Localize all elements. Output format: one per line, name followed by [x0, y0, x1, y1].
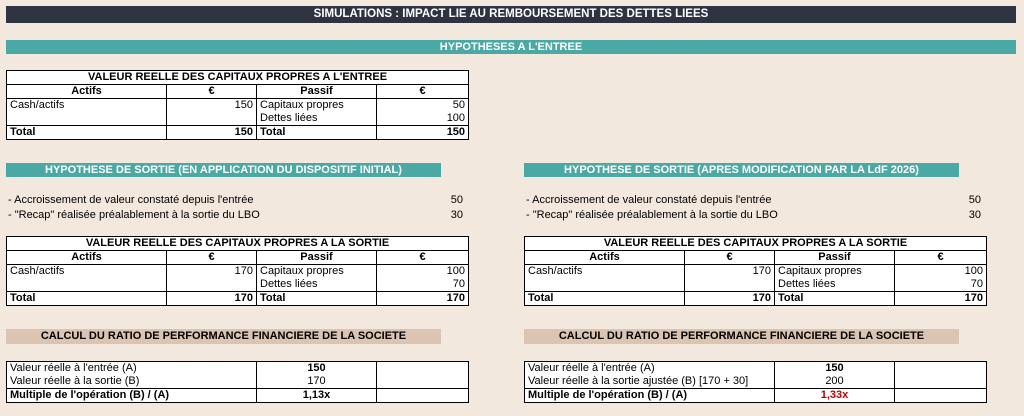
cell: Dettes liées: [257, 278, 377, 292]
cell: [525, 278, 685, 292]
ratio-value: 170: [257, 375, 377, 389]
cell: 70: [895, 278, 987, 292]
cell: [7, 112, 167, 126]
table-row: [525, 278, 987, 292]
table-row: [7, 389, 469, 403]
right-hypothesis-header: HYPOTHESE DE SORTIE (APRES MODIFICATION PAR LA LdF 2026): [524, 163, 959, 177]
cell: 100: [377, 265, 469, 279]
cell: Cash/actifs: [7, 265, 167, 279]
list-item: [8, 193, 463, 208]
total-row: [525, 292, 987, 306]
table-row: [7, 265, 469, 279]
hyp-value: 50: [450, 194, 463, 206]
ratio-value: 1,13x: [257, 389, 377, 403]
cell: 170: [685, 292, 775, 306]
ratio-value: 150: [775, 362, 895, 376]
hyp-label: - Accroissement de valeur constaté depuis l'entrée: [526, 194, 772, 206]
cell: Total: [775, 292, 895, 306]
cell: Dettes liées: [257, 112, 377, 126]
page-title: SIMULATIONS : IMPACT LIE AU REMBOURSEMENT DES DETTES LIEES: [6, 6, 1016, 23]
empty-cell: [895, 375, 987, 389]
cell: Cash/actifs: [525, 265, 685, 279]
table-row: [7, 99, 469, 113]
cell: 100: [377, 112, 469, 126]
right-ratio-header: CALCUL DU RATIO DE PERFORMANCE FINANCIERE DE LA SOCIETE: [524, 329, 959, 344]
cell: 150: [167, 126, 257, 140]
cell: Capitaux propres: [257, 265, 377, 279]
col-header-euro: €: [167, 85, 257, 99]
table-caption: VALEUR REELLE DES CAPITAUX PROPRES A L'ENTREE: [7, 71, 469, 85]
left-hypothesis-header: HYPOTHESE DE SORTIE (EN APPLICATION DU DISPOSITIF INITIAL): [6, 163, 441, 177]
ratio-value: 150: [257, 362, 377, 376]
cell: Capitaux propres: [257, 99, 377, 113]
empty-cell: [895, 389, 987, 403]
ratio-value-highlight: 1,33x: [775, 389, 895, 403]
cell: Total: [257, 126, 377, 140]
table-caption: VALEUR REELLE DES CAPITAUX PROPRES A LA SORTIE: [525, 237, 987, 251]
right-hypothesis-lines: [526, 193, 981, 223]
list-item: [8, 208, 463, 223]
cell: 150: [377, 126, 469, 140]
right-exit-equity-table: [524, 236, 987, 306]
total-row: [7, 126, 469, 140]
cell: 170: [685, 265, 775, 279]
ratio-label: Multiple de l'opération (B) / (A): [525, 389, 775, 403]
cell: Total: [525, 292, 685, 306]
empty-cell: [895, 362, 987, 376]
empty-cell: [377, 389, 469, 403]
cell: 150: [167, 99, 257, 113]
table-row: [7, 375, 469, 389]
col-header-passif: Passif: [257, 85, 377, 99]
cell: Total: [7, 292, 167, 306]
col-header-euro: €: [685, 251, 775, 265]
cell: 170: [377, 292, 469, 306]
table-row: [525, 265, 987, 279]
table-row: [525, 362, 987, 376]
table-row: [7, 362, 469, 376]
cell: 170: [895, 292, 987, 306]
col-header-actifs: Actifs: [525, 251, 685, 265]
hyp-value: 50: [968, 194, 981, 206]
empty-cell: [377, 362, 469, 376]
cell: Dettes liées: [775, 278, 895, 292]
col-header-actifs: Actifs: [7, 85, 167, 99]
col-header-euro: €: [377, 251, 469, 265]
ratio-label: Valeur réelle à la sortie (B): [10, 375, 140, 387]
hyp-label: - "Recap" réalisée préalablement à la sortie du LBO: [8, 209, 260, 221]
hyp-value: 30: [968, 209, 981, 221]
table-row: [525, 389, 987, 403]
ratio-label: Multiple de l'opération (B) / (A): [7, 389, 257, 403]
cell: 70: [377, 278, 469, 292]
left-ratio-table: [6, 361, 469, 403]
table-row: [7, 278, 469, 292]
table-row: [525, 375, 987, 389]
hyp-label: - Accroissement de valeur constaté depuis l'entrée: [8, 194, 254, 206]
list-item: [526, 208, 981, 223]
col-header-passif: Passif: [775, 251, 895, 265]
cell: Capitaux propres: [775, 265, 895, 279]
table-caption: VALEUR REELLE DES CAPITAUX PROPRES A LA SORTIE: [7, 237, 469, 251]
left-exit-equity-table: [6, 236, 469, 306]
ratio-label: Valeur réelle à l'entrée (A): [10, 362, 137, 374]
total-row: [7, 292, 469, 306]
cell: [7, 278, 167, 292]
hypotheses-entree-header: HYPOTHESES A L'ENTREE: [6, 40, 1016, 54]
right-ratio-table: [524, 361, 987, 403]
col-header-actifs: Actifs: [7, 251, 167, 265]
table-row: [7, 112, 469, 126]
cell: 100: [895, 265, 987, 279]
left-hypothesis-lines: [8, 193, 463, 223]
cell: [167, 112, 257, 126]
ratio-value: 200: [775, 375, 895, 389]
hyp-label: - "Recap" réalisée préalablement à la sortie du LBO: [526, 209, 778, 221]
cell: [167, 278, 257, 292]
ratio-label: Valeur réelle à la sortie ajustée (B) [170 + 30]: [528, 375, 749, 387]
cell: Total: [7, 126, 167, 140]
cell: Cash/actifs: [7, 99, 167, 113]
hyp-value: 30: [450, 209, 463, 221]
col-header-euro: €: [167, 251, 257, 265]
cell: 170: [167, 265, 257, 279]
col-header-passif: Passif: [257, 251, 377, 265]
empty-cell: [377, 375, 469, 389]
cell: 170: [167, 292, 257, 306]
cell: [685, 278, 775, 292]
ratio-label: Valeur réelle à l'entrée (A): [528, 362, 655, 374]
col-header-euro: €: [377, 85, 469, 99]
cell: Total: [257, 292, 377, 306]
entry-equity-table: [6, 70, 469, 140]
col-header-euro: €: [895, 251, 987, 265]
left-ratio-header: CALCUL DU RATIO DE PERFORMANCE FINANCIERE DE LA SOCIETE: [6, 329, 441, 344]
list-item: [526, 193, 981, 208]
cell: 50: [377, 99, 469, 113]
